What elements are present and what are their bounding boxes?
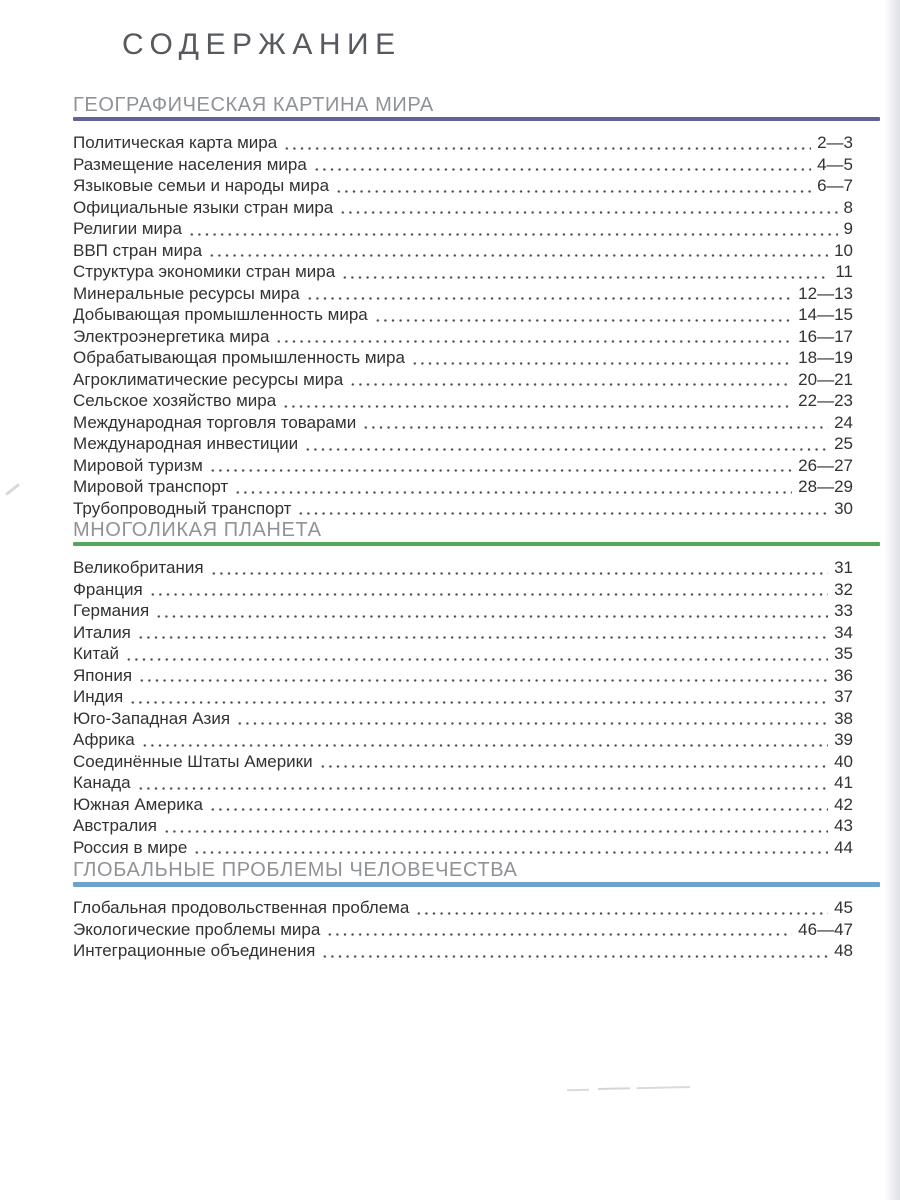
toc-entry-label: Великобритания xyxy=(73,558,204,577)
dot-leader xyxy=(208,253,828,258)
toc-entry xyxy=(73,241,880,263)
toc-entry-page-number: 12—13 xyxy=(798,283,853,303)
toc-entry xyxy=(73,434,880,456)
toc-entry xyxy=(73,499,880,521)
toc-entry xyxy=(73,838,880,860)
toc-entry-page-number: 45 xyxy=(834,898,853,917)
toc-entry-page-number: 41 xyxy=(834,773,853,792)
dot-leader xyxy=(319,764,828,769)
toc-entry-page-number: 39 xyxy=(834,730,853,749)
toc-entry-label: Экологические проблемы мира xyxy=(73,919,321,939)
toc-entry xyxy=(73,773,880,795)
dot-leader xyxy=(411,361,792,366)
print-artifact-dash xyxy=(567,1089,589,1091)
dot-leader xyxy=(137,786,829,791)
toc-entry-label: Глобальная продовольственная проблема xyxy=(73,898,410,917)
toc-entry xyxy=(73,601,880,623)
dot-leader xyxy=(125,657,828,662)
dot-leader xyxy=(374,318,792,323)
section-accent-rule xyxy=(73,542,880,546)
dot-leader xyxy=(137,635,828,640)
dot-leader xyxy=(415,911,828,916)
toc-entry-label: Сельское хозяйство мира xyxy=(73,391,277,410)
section-heading: МНОГОЛИКАЯ ПЛАНЕТА xyxy=(73,519,322,541)
dot-leader xyxy=(210,571,829,576)
dot-leader xyxy=(326,932,792,937)
toc-entry-page-number: 9 xyxy=(843,219,853,238)
toc-entry-label: Обрабатывающая промышленность мира xyxy=(73,348,405,367)
toc-entry-label: Канада xyxy=(73,773,131,792)
toc-entry xyxy=(73,348,880,370)
toc-section xyxy=(73,859,880,963)
toc-entry-label: Трубопроводный транспорт xyxy=(73,498,292,518)
toc-entry xyxy=(73,456,880,478)
dot-leader xyxy=(209,468,792,473)
toc-entry-page-number: 42 xyxy=(834,794,853,814)
toc-entry xyxy=(73,623,880,645)
dot-leader xyxy=(335,189,811,194)
toc-entry-page-number: 32 xyxy=(834,579,853,599)
toc-entry-page-number: 30 xyxy=(834,498,853,518)
toc-entry xyxy=(73,898,880,920)
toc-entry xyxy=(73,413,880,435)
toc-entry-page-number: 10 xyxy=(834,240,853,260)
toc-entry-page-number: 4—5 xyxy=(817,154,853,174)
toc-entry-page-number: 16—17 xyxy=(798,326,853,346)
toc-entry xyxy=(73,219,880,241)
toc-entry-page-number: 46—47 xyxy=(798,919,853,939)
dot-leader xyxy=(306,296,792,301)
toc-entry-page-number: 2—3 xyxy=(817,133,853,152)
section-entries xyxy=(73,133,880,520)
toc-entry-label: Международная торговля товарами xyxy=(73,412,357,432)
toc-entry xyxy=(73,391,880,413)
toc-entry-page-number: 11 xyxy=(835,262,853,281)
section-entries xyxy=(73,898,880,963)
toc-entry-page-number: 37 xyxy=(834,687,853,706)
dot-leader xyxy=(138,678,828,683)
toc-entry-label: Россия в мире xyxy=(73,837,188,857)
dot-leader xyxy=(209,807,828,812)
toc-entry xyxy=(73,709,880,731)
section-accent-rule xyxy=(73,117,880,121)
toc-entry-page-number: 31 xyxy=(834,558,853,577)
toc-entry-label: Официальные языки стран мира xyxy=(73,197,334,217)
toc-entry xyxy=(73,176,880,198)
toc-entry-label: Структура экономики стран мира xyxy=(73,262,336,281)
page-title: СОДЕРЖАНИЕ xyxy=(122,28,402,61)
toc-entry xyxy=(73,730,880,752)
toc-entry-label: Минеральные ресурсы мира xyxy=(73,283,300,303)
dot-leader xyxy=(304,447,828,452)
dot-leader xyxy=(149,592,828,597)
toc-entry-page-number: 48 xyxy=(834,941,853,960)
dot-leader xyxy=(321,954,828,959)
toc-entry-label: Мировой транспорт xyxy=(73,477,229,496)
dot-leader xyxy=(188,232,838,237)
toc-entry xyxy=(73,262,880,284)
toc-entry-label: Юго-Западная Азия xyxy=(73,708,231,728)
toc-entry-label: Электроэнергетика мира xyxy=(73,326,270,346)
toc-section xyxy=(73,94,880,520)
section-heading: ГЕОГРАФИЧЕСКАЯ КАРТИНА МИРА xyxy=(73,94,434,116)
toc-entry-label: Религии мира xyxy=(73,219,182,238)
toc-entry xyxy=(73,305,880,327)
toc-entry-label: Германия xyxy=(73,601,150,620)
toc-entry-label: Агроклиматические ресурсы мира xyxy=(73,369,344,389)
toc-entry-label: Соединённые Штаты Америки xyxy=(73,751,313,771)
dot-leader xyxy=(129,700,828,705)
toc-section xyxy=(73,519,880,859)
toc-entry-page-number: 40 xyxy=(834,751,853,771)
dot-leader xyxy=(234,490,792,495)
toc-entry-label: Размещение населения мира xyxy=(73,154,307,174)
dot-leader xyxy=(297,511,828,516)
toc-entry-page-number: 22—23 xyxy=(798,391,853,410)
toc-entry-page-number: 43 xyxy=(834,816,853,835)
toc-entry-page-number: 25 xyxy=(834,434,853,453)
toc-entry-page-number: 36 xyxy=(834,665,853,685)
toc-entry-page-number: 20—21 xyxy=(798,369,853,389)
dot-leader xyxy=(282,404,792,409)
toc-entry xyxy=(73,580,880,602)
section-heading: ГЛОБАЛЬНЫЕ ПРОБЛЕМЫ ЧЕЛОВЕЧЕСТВА xyxy=(73,859,518,881)
toc-entry-label: Китай xyxy=(73,644,119,663)
toc-entry-label: Южная Америка xyxy=(73,794,204,814)
toc-entry xyxy=(73,687,880,709)
toc-entry-label: Япония xyxy=(73,665,133,685)
toc-entry-label: Языковые семьи и народы мира xyxy=(73,176,330,195)
toc-entry-page-number: 35 xyxy=(834,644,853,663)
dot-leader xyxy=(163,829,828,834)
toc-entry-page-number: 38 xyxy=(834,708,853,728)
dot-leader xyxy=(141,743,828,748)
toc-entry xyxy=(73,155,880,177)
toc-entry xyxy=(73,327,880,349)
toc-entry-page-number: 34 xyxy=(834,622,853,642)
toc-entry-label: Международная инвестиции xyxy=(73,434,299,453)
toc-entry xyxy=(73,795,880,817)
toc-entry-label: Франция xyxy=(73,579,143,599)
toc-entry-label: Италия xyxy=(73,622,131,642)
toc-entry xyxy=(73,752,880,774)
toc-entry-page-number: 14—15 xyxy=(798,305,853,324)
dot-leader xyxy=(193,850,828,855)
toc-entry xyxy=(73,666,880,688)
toc-entry xyxy=(73,133,880,155)
toc-entry-page-number: 44 xyxy=(834,837,853,857)
dot-leader xyxy=(275,339,792,344)
toc-entry xyxy=(73,920,880,942)
toc-entry xyxy=(73,816,880,838)
toc-entry-page-number: 28—29 xyxy=(798,477,853,496)
toc-entry-label: Интеграционные объединения xyxy=(73,941,316,960)
toc-entry xyxy=(73,284,880,306)
toc-entry-label: Мировой туризм xyxy=(73,455,203,475)
toc-entry-page-number: 6—7 xyxy=(817,176,853,195)
toc-entry-label: ВВП стран мира xyxy=(73,240,203,260)
toc-entry-page-number: 24 xyxy=(834,412,853,432)
dot-leader xyxy=(349,382,792,387)
dot-leader xyxy=(341,275,829,280)
toc-entry-page-number: 18—19 xyxy=(798,348,853,367)
dot-leader xyxy=(283,146,811,151)
toc-entry xyxy=(73,198,880,220)
dot-leader xyxy=(236,721,828,726)
toc-entry-page-number: 8 xyxy=(843,197,853,217)
dot-leader xyxy=(362,425,828,430)
toc-entry xyxy=(73,941,880,963)
section-entries xyxy=(73,558,880,859)
toc-entry-label: Индия xyxy=(73,687,124,706)
toc-entry xyxy=(73,370,880,392)
toc-entry xyxy=(73,558,880,580)
toc-entry-label: Политическая карта мира xyxy=(73,133,278,152)
dot-leader xyxy=(313,167,811,172)
toc-entry xyxy=(73,477,880,499)
toc-entry-label: Африка xyxy=(73,730,135,749)
toc-entry-label: Австралия xyxy=(73,816,157,835)
toc-entry xyxy=(73,644,880,666)
section-accent-rule xyxy=(73,882,880,887)
toc-entry-page-number: 33 xyxy=(834,601,853,620)
dot-leader xyxy=(339,210,837,215)
dot-leader xyxy=(155,614,828,619)
toc-entry-page-number: 26—27 xyxy=(798,455,853,475)
toc-entry-label: Добывающая промышленность мира xyxy=(73,305,368,324)
